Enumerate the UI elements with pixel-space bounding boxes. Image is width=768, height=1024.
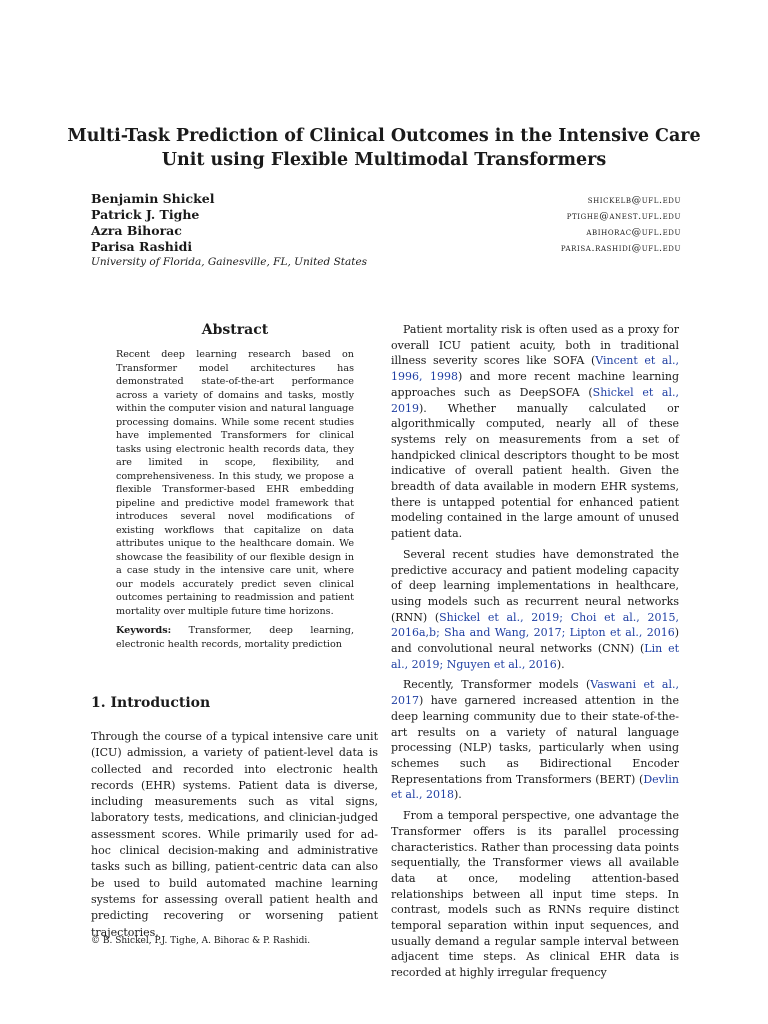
text-run: ). Whether manually calculated or algorithmically computed, nearly all of these systems rely on measurements from a set of handpicked clinical descriptors thought to be most indicative of overall patient health. Given the breadth of data available in modern EHR systems, there is untapped potential for enhanced patient modeling contained in the large amount of unused patient data.: [391, 401, 679, 541]
paragraph-temporal: From a temporal perspective, one advantage the Transformer offers is its parallel processing characteristics. Rather than processing data points sequentially, the Transformer views all available data at once, modeling attention-based relationships between all input time steps. In contrast, models such as RNNs require distinct temporal separation within input sequences, and usually demand a regular sample interval between adjacent time steps. As clinical EHR data is recorded at highly irregular frequency: [391, 809, 679, 980]
author-row: [91, 223, 681, 239]
keywords: [116, 624, 354, 651]
keywords-text: Transformer, deep learning, electronic health records, mortality prediction: [116, 625, 354, 650]
citation-link[interactable]: Lin et al., 2019; Nguyen et al., 2016: [391, 642, 679, 671]
author-row: [91, 191, 681, 207]
author-name: Benjamin Shickel: [91, 191, 215, 206]
author-row: [91, 239, 681, 255]
introduction-heading: 1. Introduction: [91, 695, 211, 711]
abstract-text: Recent deep learning research based on Transformer model architectures has demonstrated state-of-the-art performance across a variety of domains and tasks, mostly within the computer vision and natural language processing domains. While some recent studies have implemented Transformers for clinical tasks using electronic health records data, they are limited in scope, flexibility, and comprehensiveness. In this study, we propose a flexible Transformer-based EHR embedding pipeline and predictive model framework that introduces several novel modifications of existing workflows that capitalize on data attributes unique to the healthcare domain. We showcase the feasibility of our flexible design in a case study in the intensive care unit, where our models accurately predict seven clinical outcomes pertaining to readmission and patient mortality over multiple future time horizons.: [116, 349, 354, 617]
paper-title: Multi-Task Prediction of Clinical Outcomes in the Intensive Care Unit using Flexible Multimodal Transformers: [67, 126, 701, 170]
citation-link[interactable]: Vincent et al., 1996, 1998: [391, 354, 679, 384]
author-name: Parisa Rashidi: [91, 239, 193, 254]
paragraph-transformers: [391, 677, 679, 803]
text-run: Patient mortality risk is often used as a proxy for overall ICU patient acuity, both in traditional illness severity scores like SOFA (: [391, 323, 679, 368]
text-run: ) and more recent machine learning approaches such as DeepSOFA (: [391, 370, 679, 399]
keywords-label: Keywords:: [116, 625, 172, 636]
citation-link[interactable]: Shickel et al., 2019: [391, 385, 679, 415]
introduction-paragraph: Through the course of a typical intensive care unit (ICU) admission, a variety of patient-level data is collected and recorded into electronic health records (EHR) systems. Patient data is diverse, including measurements such as vital signs, laboratory tests, medications, and clinician-judged assessment scores. While primarily used for ad-hoc clinical decision-making and administrative tasks such as billing, patient-centric data can also be used to build automated machine learning systems for assessing overall patient health and predicting recovering or worsening patient trajectories.: [91, 730, 378, 939]
author-row: [91, 207, 681, 223]
introduction-section: [91, 695, 378, 941]
text-run: Recently, Transformer models (: [403, 678, 591, 692]
citation-link[interactable]: Devlin et al., 2018: [391, 772, 679, 802]
author-email[interactable]: parisa.rashidi@ufl.edu: [560, 243, 681, 254]
author-email[interactable]: abihorac@ufl.edu: [586, 227, 681, 238]
abstract-heading: Abstract: [201, 322, 269, 338]
text-run: ).: [454, 788, 462, 802]
citation-link[interactable]: Shickel et al., 2019; Choi et al., 2015, 2016a,b; Sha and Wang, 2017; Lipton et al., 2016: [391, 610, 679, 640]
author-email[interactable]: ptighe@anest.ufl.edu: [566, 211, 681, 222]
paragraph-mortality-risk: [391, 322, 679, 542]
paragraph-deep-learning: [391, 547, 679, 673]
affiliation: University of Florida, Gainesville, FL, United States: [91, 256, 368, 268]
author-block: [91, 191, 681, 269]
abstract-section: [116, 322, 354, 651]
author-name: Azra Bihorac: [91, 223, 182, 238]
author-name: Patrick J. Tighe: [91, 207, 200, 222]
citation-link[interactable]: Vaswani et al., 2017: [391, 678, 679, 708]
text-run: ).: [556, 657, 565, 671]
text-run: ) and convolutional neural networks (CNN) (: [391, 626, 679, 656]
author-email[interactable]: shickelb@ufl.edu: [587, 195, 681, 206]
text-run: Several recent studies have demonstrated the predictive accuracy and patient modeling capacity of deep learning implementations in healthcare, using models such as recurrent neural networks (RNN) (: [391, 547, 679, 624]
copyright-footer: © B. Shickel, P.J. Tighe, A. Bihorac & P. Rashidi.: [91, 936, 311, 946]
text-run: ) have garnered increased attention in the deep learning community due to their state-of-the-art results on a variety of natural language processing (NLP) tasks, particularly when using schemes such as Bidirectional Encoder Representations from Transformers (BERT) (: [391, 694, 679, 786]
right-column: [391, 322, 679, 986]
